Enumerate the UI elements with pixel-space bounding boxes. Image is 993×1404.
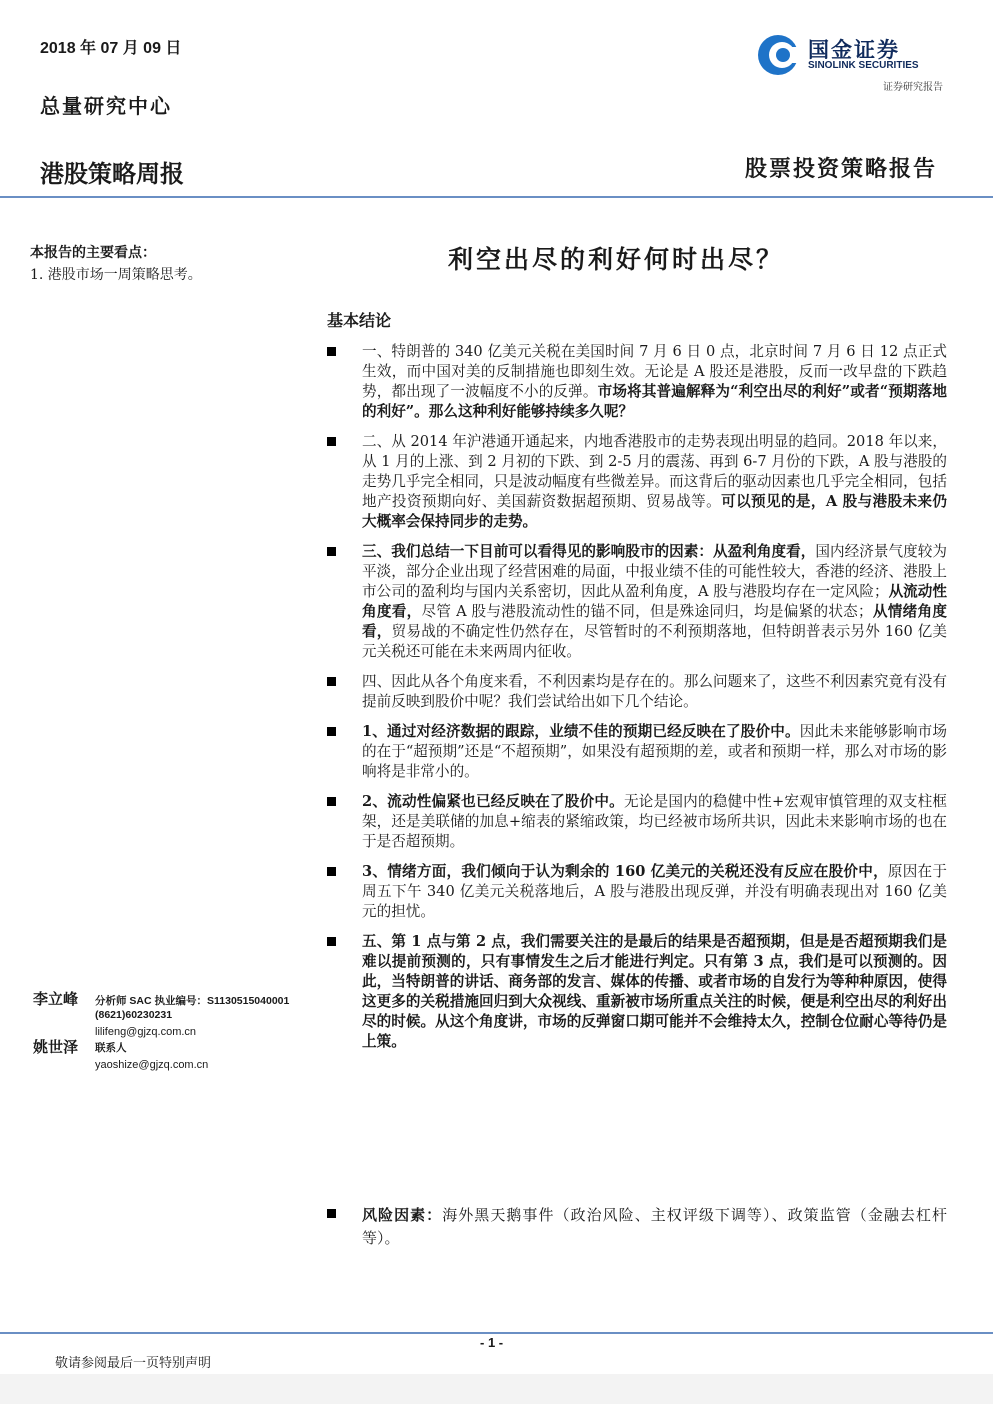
body-text: 四、因此从各个角度来看，不利因素均是存在的。那么问题来了，这些不利因素究竟有没有提前反映到股价中呢？我们尝试给出如下几个结论。 [362, 673, 947, 710]
emphasis-text: 五、第 1 点与第 2 点，我们需要关注的是最后的结果是否超预期，但是是否超预期我们是难以提前预测的，只有事情发生之后才能进行判定。只有第 3 点，我们是可以预测的。因此，当特朗普的讲话、商务部的发言、媒体的传播、或者市场的自发行为等种种原因，使得这更多的关税措施回归到大众视线、重新被市场所重点关注的时候，便是利空出尽的利好出尽的时候。从这个角度讲，市场的反弹窗口期可能并不会维持太久，控制仓位耐心等待仍是上策。 [362, 933, 947, 1050]
bullet-square-icon [327, 547, 336, 556]
conclusion-item [327, 932, 947, 1052]
bullet-square-icon [327, 437, 336, 446]
footer-band [0, 1374, 993, 1404]
emphasis-text: 可以预见的是，A 股与港股未来仍大概率会保持同步的走势。 [362, 493, 947, 530]
header-divider [0, 196, 993, 198]
body-text: 无论是国内的稳健中性+宏观审慎管理的双支柱框架，还是美联储的加息+缩表的紧缩政策，均已经被市场所共识，因此未来影响市场的也在于是否超预期。 [362, 793, 948, 850]
risk-label: 风险因素： [362, 1206, 443, 1224]
author-block-1 [33, 988, 78, 1009]
bullet-square-icon [327, 347, 336, 356]
body-text: 一、特朗普的 340 亿美元关税在美国时间 7 月 6 日 0 点，北京时间 7 月 6 日 12 点正式生效，而中国对美的反制措施也即刻生效。无论是 A 股还是港股，反而一改早盘的下跌趋势，都出现了一波幅度不小的反弹。 [362, 343, 947, 400]
brand-subtitle: 证券研究报告 [883, 82, 943, 93]
risk-item [327, 1204, 947, 1250]
brand-name-cn: 国金证券 [808, 39, 900, 62]
body-text: 原因在于周五下午 340 亿美元关税落地后，A 股与港股出现反弹，并没有明确表现出对 160 亿美元的担忧。 [362, 863, 947, 920]
conclusion-item [327, 722, 947, 782]
brand-name-en: SINOLINK SECURITIES [808, 60, 919, 71]
body-text: 尽管 A 股与港股流动性的锚不同，但是殊途同归，均是偏紧的状态； [421, 603, 873, 620]
bullet-square-icon [327, 1209, 336, 1218]
sidebar-title: 本报告的主要看点： [30, 245, 156, 261]
body-text: 因此未来能够影响市场的在于“超预期”还是“不超预期”，如果没有超预期的差，或者和预期一样，那么对市场的影响将是非常小的。 [362, 723, 947, 780]
report-series-title: 港股策略周报 [40, 161, 184, 188]
author-details-1 [95, 994, 289, 1039]
author-phone: (8621)60230231 [95, 1009, 173, 1021]
author-name: 李立峰 [33, 990, 79, 1008]
page-number: - 1 - [480, 1335, 504, 1350]
conclusion-item [327, 432, 947, 532]
emphasis-text: 从情绪角度看， [362, 603, 947, 640]
conclusion-item [327, 862, 947, 922]
footer-divider [0, 1332, 993, 1334]
author-details-2 [95, 1041, 208, 1072]
author-credential: 联系人 [95, 1042, 127, 1054]
conclusion-item [327, 542, 947, 662]
bullet-square-icon [327, 727, 336, 736]
emphasis-text: 市场将其普遍解释为“利空出尽的利好”或者“预期落地的利好”。那么这种利好能够持续多久呢？ [362, 383, 947, 420]
bullet-square-icon [327, 677, 336, 686]
report-title: 利空出尽的利好何时出尽？ [448, 245, 785, 274]
author-email: lilifeng@gjzq.com.cn [95, 1026, 197, 1038]
emphasis-text: 3、情绪方面，我们倾向于认为剩余的 160 亿美元的关税还没有反应在股价中， [362, 863, 888, 880]
emphasis-text: 1、通过对经济数据的跟踪，业绩不佳的预期已经反映在了股价中。 [362, 723, 800, 740]
report-type: 股票投资策略报告 [744, 156, 937, 182]
bullet-square-icon [327, 937, 336, 946]
risk-text: 海外黑天鹅事件（政治风险、主权评级下调等）、政策监管（金融去杠杆等）。 [362, 1206, 947, 1247]
body-text: 国内经济景气度较为平淡，部分企业出现了经营困难的局面，中报业绩不佳的可能性较大，香港的经济、港股上市公司的盈利均与国内关系密切，因此从盈利角度，A 股与港股均存在一定风险； [362, 543, 947, 600]
emphasis-text: 从流动性角度看， [362, 583, 947, 620]
report-date: 2018 年 07 月 09 日 [40, 40, 182, 57]
emphasis-text: 三、我们总结一下目前可以看得见的影响股市的因素：从盈利角度看， [362, 543, 816, 560]
body-text: 贸易战的不确定性仍然存在，尽管暂时的不利预期落地，但特朗普表示另外 160 亿美元关税还可能在未来两周内征收。 [362, 623, 947, 660]
conclusion-item [327, 792, 947, 852]
author-name: 姚世泽 [33, 1038, 79, 1056]
author-email: yaoshize@gjzq.com.cn [95, 1059, 209, 1071]
author-credential: 分析师 SAC 执业编号：S1130515040001 [95, 995, 290, 1007]
conclusion-item [327, 342, 947, 422]
research-center: 总量研究中心 [40, 94, 172, 118]
emphasis-text: 2、流动性偏紧也已经反映在了股价中。 [362, 793, 624, 810]
bullet-square-icon [327, 797, 336, 806]
disclaimer-note: 敬请参阅最后一页特别声明 [55, 1356, 212, 1371]
conclusion-item [327, 672, 947, 712]
brand-logo-icon [756, 33, 802, 77]
author-block-2 [33, 1036, 78, 1057]
sidebar-item: 1. 港股市场一周策略思考。 [30, 267, 202, 283]
risk-section [327, 1204, 947, 1260]
section-heading: 基本结论 [327, 311, 392, 330]
conclusion-list [327, 342, 947, 1062]
bullet-square-icon [327, 867, 336, 876]
body-text: 二、从 2014 年沪港通开通起来，内地香港股市的走势表现出明显的趋同。2018 年以来，从 1 月的上涨、到 2 月初的下跌、到 2-5 月的震荡、再到 6-7 月份的下跌，A 股与港股的走势几乎完全相同，只是波动幅度有些微差异。而这背后的驱动因素也几乎完全相同，包括地产投资预期向好、美国薪资数据超预期、贸易战等。 [362, 433, 947, 510]
